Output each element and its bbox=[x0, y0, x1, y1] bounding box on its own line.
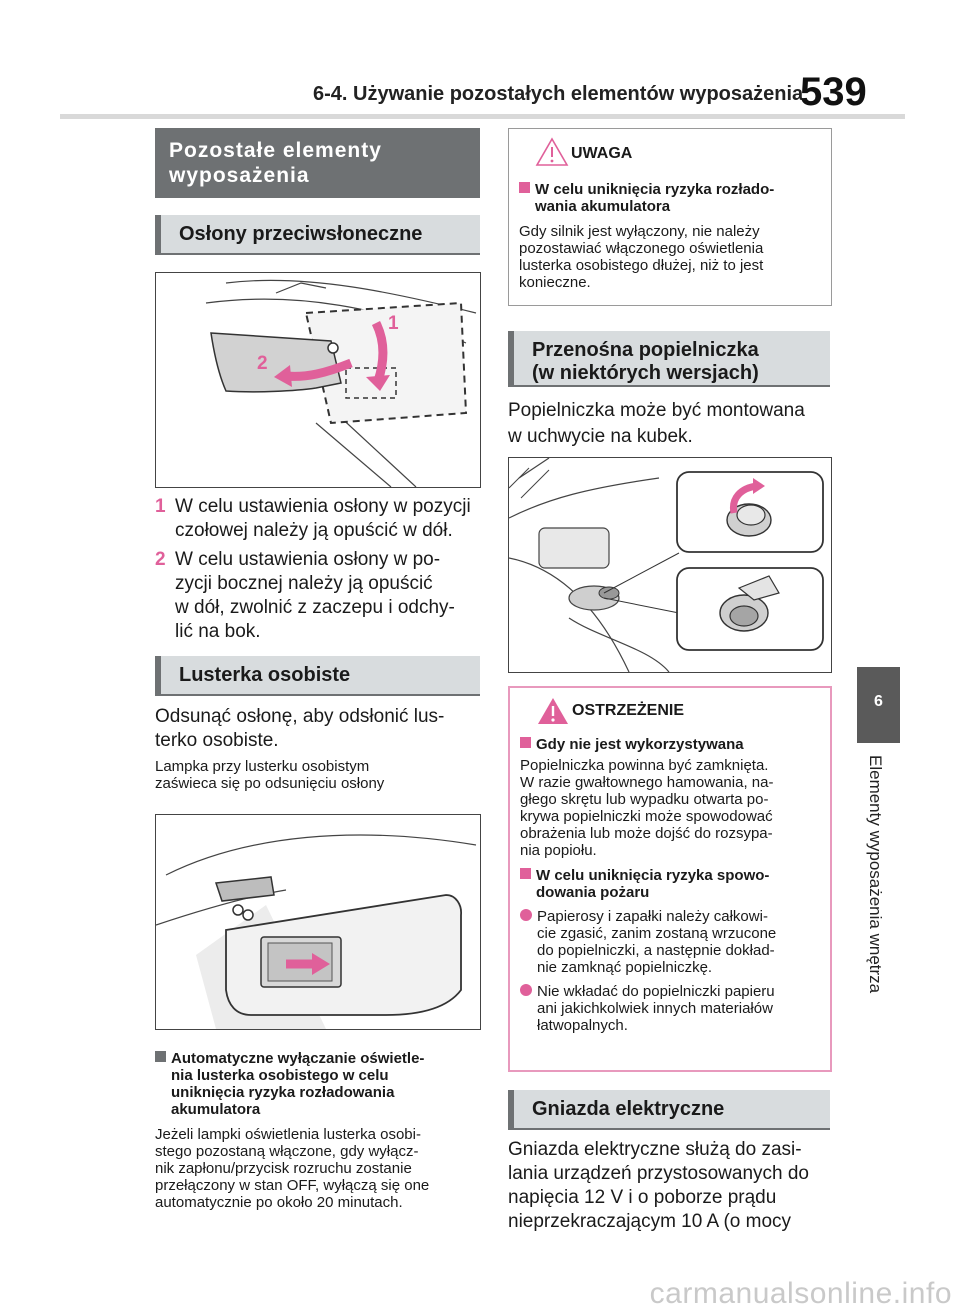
text-line: stego pozostaną włączone, gdy wyłącz- bbox=[155, 1143, 419, 1160]
subheading-portable-ashtray bbox=[508, 331, 830, 387]
step-text-line: lić na bok. bbox=[175, 621, 261, 642]
subheading-vanity-mirrors bbox=[155, 656, 480, 696]
warning-bullet-1 bbox=[520, 908, 825, 976]
step-text-line: W celu ustawienia osłony w po- bbox=[175, 549, 441, 570]
step-text-line: W celu ustawienia osłony w pozycji bbox=[175, 496, 471, 517]
text-line: Odsunąć osłonę, aby odsłonić lus- bbox=[155, 706, 445, 727]
section-heading-other-equipment bbox=[155, 128, 480, 198]
vanity-mirror-illustration bbox=[156, 815, 480, 1029]
notice-text bbox=[519, 223, 824, 291]
step-text-line: czołowej należy ją opuścić w dół. bbox=[175, 520, 453, 541]
chapter-label: Elementy wyposażenia wnętrza bbox=[866, 755, 885, 994]
page-number: 539 bbox=[800, 70, 867, 114]
subheading-text: Gniazda elektryczne bbox=[532, 1098, 725, 1120]
subheading-text: Przenośna popielniczka bbox=[532, 339, 759, 361]
text-line: napięcia 12 V i o poborze prądu bbox=[508, 1187, 777, 1208]
subheading-text: Lusterka osobiste bbox=[179, 664, 351, 686]
chapter-number: 6 bbox=[874, 693, 883, 710]
text-line: terko osobiste. bbox=[155, 730, 279, 751]
text-line: cie zgasić, zanim zostaną wrzucone bbox=[537, 925, 777, 942]
step-text-line: w dół, zwolnić z zaczepu i odchy- bbox=[175, 597, 455, 618]
mirror-note bbox=[155, 758, 485, 792]
text-line: nieprzekraczającym 10 A (o mocy bbox=[508, 1211, 792, 1232]
notice-title: UWAGA bbox=[571, 145, 633, 162]
text-line: Gniazda elektryczne służą do zasi- bbox=[508, 1139, 802, 1160]
warning-subtitle-2 bbox=[520, 867, 825, 901]
text-line: Popielniczka powinna być zamknięta. bbox=[520, 757, 769, 774]
power-outlets-text bbox=[508, 1138, 843, 1234]
warning-title: OSTRZEŻENIE bbox=[572, 702, 685, 719]
running-header-title: 6-4. Używanie pozostałych elementów wyposażenia bbox=[313, 83, 804, 105]
text-line: Gdy nie jest wykorzystywana bbox=[536, 736, 744, 753]
text-line: konieczne. bbox=[519, 274, 591, 291]
text-line: głego skrętu lub wypadku otwarta po- bbox=[520, 791, 769, 808]
mirror-instruction bbox=[155, 705, 485, 753]
auto-off-text bbox=[155, 1126, 485, 1211]
text-line: obrażenia lub może dojść do rozsypa- bbox=[520, 825, 773, 842]
subheading-power-outlets bbox=[508, 1090, 830, 1130]
auto-off-block bbox=[155, 1050, 485, 1211]
square-bullet-icon bbox=[519, 182, 530, 193]
text-line: nia popiołu. bbox=[520, 842, 597, 859]
text-line: nia lusterka osobistego w celu bbox=[171, 1067, 389, 1084]
square-bullet-icon bbox=[155, 1051, 166, 1062]
text-line: Gdy silnik jest wyłączony, nie należy bbox=[519, 223, 760, 240]
round-bullet-icon bbox=[520, 909, 532, 921]
text-line: lusterka osobistego dłużej, niż to jest bbox=[519, 257, 764, 274]
heading-line: wyposażenia bbox=[169, 164, 310, 187]
ashtray-intro bbox=[508, 398, 838, 450]
text-line: Jeżeli lampki oświetlenia lusterka osobi- bbox=[155, 1126, 421, 1143]
auto-off-title bbox=[155, 1050, 485, 1118]
heading-line: Pozostałe elementy bbox=[169, 139, 382, 162]
watermark: carmanualsonline.info bbox=[649, 1277, 952, 1310]
header-rule bbox=[60, 114, 905, 119]
ashtray-illustration bbox=[509, 458, 831, 672]
chapter-tab bbox=[857, 667, 900, 743]
chapter-tab-label-container bbox=[857, 755, 900, 1015]
notice-subtitle bbox=[519, 181, 824, 215]
text-line: łatwopalnych. bbox=[537, 1017, 628, 1034]
text-line: do popielniczki, a następnie dokład- bbox=[537, 942, 775, 959]
step-1 bbox=[155, 495, 485, 543]
step-2 bbox=[155, 548, 485, 644]
text-line: pozostawiać włączonego oświetlenia bbox=[519, 240, 764, 257]
text-line: Popielniczka może być montowana bbox=[508, 400, 805, 421]
warning-bullet-2 bbox=[520, 983, 825, 1034]
text-line: W celu uniknięcia ryzyka rozłado- bbox=[535, 181, 775, 198]
text-line: przełączony w stan OFF, wyłączą się one bbox=[155, 1177, 430, 1194]
text-line: lania urządzeń przystosowanych do bbox=[508, 1163, 810, 1184]
text-line: nie zamknąć popielniczkę. bbox=[537, 959, 713, 976]
subheading-text: (w niektórych wersjach) bbox=[532, 362, 759, 384]
step-number: 2 bbox=[155, 549, 166, 570]
square-bullet-icon bbox=[520, 868, 531, 879]
vanity-mirror-figure bbox=[155, 814, 481, 1030]
text-line: nik zapłonu/przycisk rozruchu zostanie bbox=[155, 1160, 412, 1177]
warning-text-1 bbox=[520, 757, 825, 859]
text-line: uniknięcia ryzyka rozładowania bbox=[171, 1084, 395, 1101]
subheading-text: Osłony przeciwsłoneczne bbox=[179, 223, 423, 245]
sunvisor-figure bbox=[155, 272, 481, 488]
ashtray-figure bbox=[508, 457, 832, 673]
figure-label-1: 1 bbox=[388, 313, 399, 334]
step-number: 1 bbox=[155, 496, 166, 517]
notice-box bbox=[508, 128, 832, 306]
text-line: Papierosy i zapałki należy całkowi- bbox=[537, 908, 768, 925]
text-line: w uchwycie na kubek. bbox=[508, 426, 693, 447]
square-bullet-icon bbox=[520, 737, 531, 748]
text-line: automatycznie po około 20 minutach. bbox=[155, 1194, 403, 1211]
text-line: wania akumulatora bbox=[535, 198, 671, 215]
text-line: dowania pożaru bbox=[536, 884, 650, 901]
text-line: zaświeca się po odsunięciu osłony bbox=[155, 775, 385, 792]
warning-content bbox=[520, 736, 825, 1034]
step-text-line: zycji bocznej należy ją opuścić bbox=[175, 573, 433, 594]
notice-triangle-icon bbox=[535, 137, 569, 167]
text-line: Nie wkładać do popielniczki papieru bbox=[537, 983, 775, 1000]
text-line: Lampka przy lusterku osobistym bbox=[155, 758, 370, 775]
round-bullet-icon bbox=[520, 984, 532, 996]
warning-box bbox=[508, 686, 832, 1072]
figure-label-2: 2 bbox=[257, 353, 268, 374]
text-line: ani jakichkolwiek innych materiałów bbox=[537, 1000, 773, 1017]
warning-triangle-icon bbox=[536, 696, 570, 726]
text-line: Automatyczne wyłączanie oświetle- bbox=[171, 1050, 425, 1067]
text-line: akumulatora bbox=[171, 1101, 261, 1118]
subheading-sun-visors bbox=[155, 215, 480, 255]
sunvisor-illustration bbox=[156, 273, 480, 487]
warning-subtitle-1 bbox=[520, 736, 825, 753]
text-line: W celu uniknięcia ryzyka spowo- bbox=[536, 867, 770, 884]
text-line: krywa popielniczki może spowodować bbox=[520, 808, 773, 825]
text-line: W razie gwałtownego hamowania, na- bbox=[520, 774, 774, 791]
